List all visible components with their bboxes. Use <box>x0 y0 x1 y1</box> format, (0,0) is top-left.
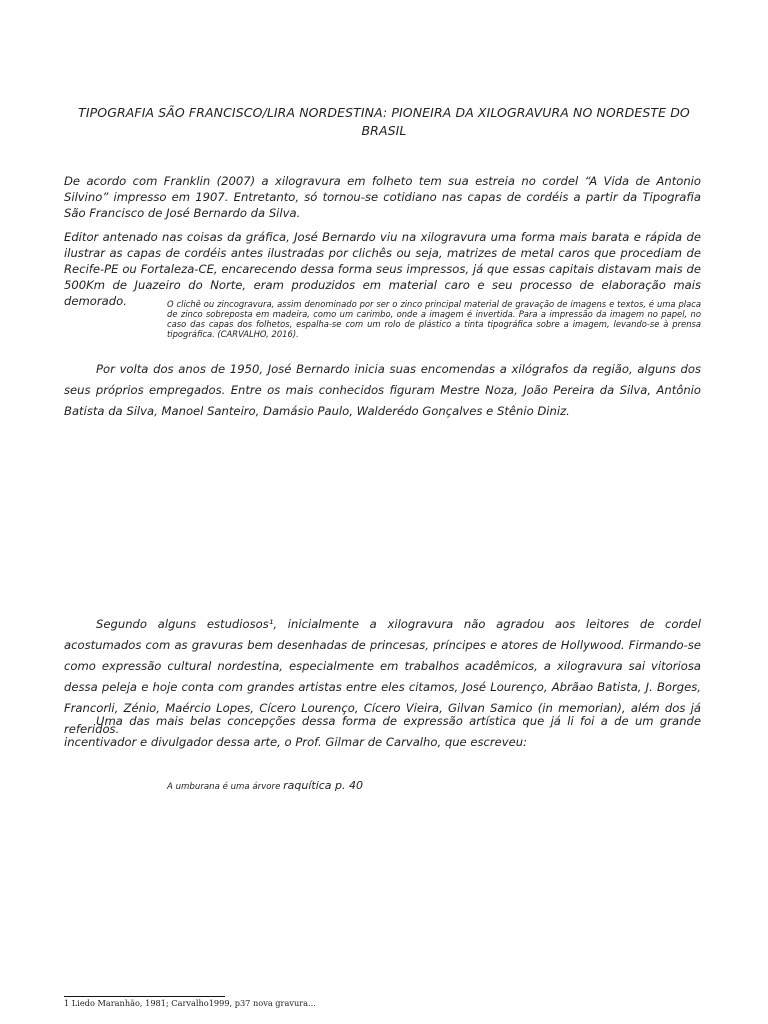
document-title: TIPOGRAFIA SÃO FRANCISCO/LIRA NORDESTINA: PIONEIRA DA XILOGRAVURA NO NORDESTE DO BRASIL <box>78 105 690 138</box>
paragraph-xilografos: Por volta dos anos de 1950, José Bernardo inicia suas encomendas a xilógrafos da região, alguns dos seus próprios empregados. Entre os mais conhecidos figuram Mestre Noza, João Pereira da Silva, Antônio Batista da Silva, Manoel Santeiro, Damásio Paulo, Walderédo Gonçalves e Stênio Diniz. <box>64 362 701 418</box>
citation-umburana <box>167 774 567 793</box>
paragraph-franklin: De acordo com Franklin (2007) a xilogravura em folheto tem sua estreia no cordel “A Vida de Antonio Silvino” impresso em 1907. Entretanto, só tornou-se cotidiano nas capas de cordéis a partir da Tipografia São Francisco de José Bernardo da Silva. <box>64 174 701 220</box>
block-quote-cliche: O clichê ou zincogravura, assim denominado por ser o zinco principal material de gravação de imagens e textos, é uma placa de zinco sobreposta em madeira, como um carimbo, onde a imagem é invertida. Para a impressão da imagem no papel, no caso das capas dos folhetos, espalha-se com um rolo de plástico a tinta tipográfica sobre a imagem, levando-se à prensa tipográfica. (CARVALHO, 2016). <box>167 299 701 339</box>
paragraph-gilmar: Uma das mais belas concepções dessa forma de expressão artística que já li foi a de um grande incentivador e divulgador dessa arte, o Prof. Gilmar de Carvalho, que escreveu: <box>64 714 701 749</box>
footnote: 1 Liedo Maranhão, 1981; Carvalho1999, p37 nova gravura... <box>64 998 316 1008</box>
footnote-separator <box>64 996 225 997</box>
paragraph-estudiosos: Segundo alguns estudiosos¹, inicialmente a xilogravura não agradou aos leitores de cordel acostumados com as gravuras bem desenhadas de princesas, príncipes e atores de Hollywood. Firmando-se como expressão cultural nordestina, especialmente em trabalhos acadêmicos, a xilogravura sai vitoriosa dessa peleja e hoje conta com grandes artistas entre eles citamos, José Lourenço, Abrãao Batista, J. Borges, Francorli, Zénio, Maércio Lopes, Cícero Lourenço, Cícero Vieira, Gilvan Samico (in memorian), além dos já referidos. <box>64 617 701 736</box>
citation-large-text: raquítica p. 40 <box>283 779 364 792</box>
citation-small-text: A umburana é uma árvore <box>167 782 284 792</box>
paragraph-editor: Editor antenado nas coisas da gráfica, José Bernardo viu na xilogravura uma forma mais barata e rápida de ilustrar as capas de cordéis antes ilustradas por clichês ou seja, matrizes de metal caros que procediam de Recife-PE ou Fortaleza-CE, encarecendo dessa forma seus impressos, já que essas capitais distavam mais de 500Km de Juazeiro do Norte, eram produzidos em material caro e seu processo de elaboração mais demorado. <box>64 230 701 308</box>
